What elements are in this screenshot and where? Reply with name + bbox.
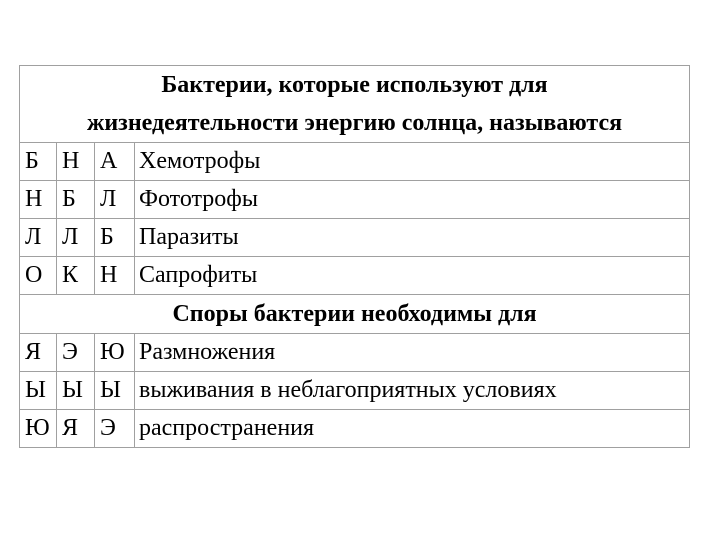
option-answer: Фототрофы (135, 181, 690, 219)
question-line: жизнедеятельности энергию солнца, называются (86, 110, 623, 136)
option-code: Я (57, 410, 95, 448)
option-answer: Размножения (135, 334, 690, 372)
option-code: Н (95, 257, 135, 295)
option-code: А (95, 143, 135, 181)
option-row (20, 257, 690, 295)
option-code: О (20, 257, 57, 295)
option-code: Ы (95, 372, 135, 410)
option-row (20, 410, 690, 448)
question-line: Споры бактерии необходимы для (172, 301, 537, 327)
option-code: Н (57, 143, 95, 181)
option-code: Ю (95, 334, 135, 372)
option-row (20, 143, 690, 181)
question-row (20, 295, 690, 334)
question-text (20, 66, 690, 143)
option-answer: распространения (135, 410, 690, 448)
option-code: Л (20, 219, 57, 257)
option-code: Ы (20, 372, 57, 410)
option-code: Н (20, 181, 57, 219)
question-row (20, 66, 690, 143)
option-code: Б (57, 181, 95, 219)
option-code: К (57, 257, 95, 295)
option-code: Э (95, 410, 135, 448)
question-text (20, 295, 690, 334)
option-row (20, 181, 690, 219)
option-answer: Хемотрофы (135, 143, 690, 181)
option-code: Ю (20, 410, 57, 448)
option-code: Л (95, 181, 135, 219)
option-code: Б (20, 143, 57, 181)
question-line: Бактерии, которые используют для (161, 72, 548, 98)
option-row (20, 219, 690, 257)
option-code: Л (57, 219, 95, 257)
option-row (20, 334, 690, 372)
option-answer: выживания в неблагоприятных условиях (135, 372, 690, 410)
option-row (20, 372, 690, 410)
option-code: Ы (57, 372, 95, 410)
quiz-table (19, 65, 690, 448)
option-answer: Сапрофиты (135, 257, 690, 295)
option-code: Я (20, 334, 57, 372)
option-code: Э (57, 334, 95, 372)
option-answer: Паразиты (135, 219, 690, 257)
option-code: Б (95, 219, 135, 257)
